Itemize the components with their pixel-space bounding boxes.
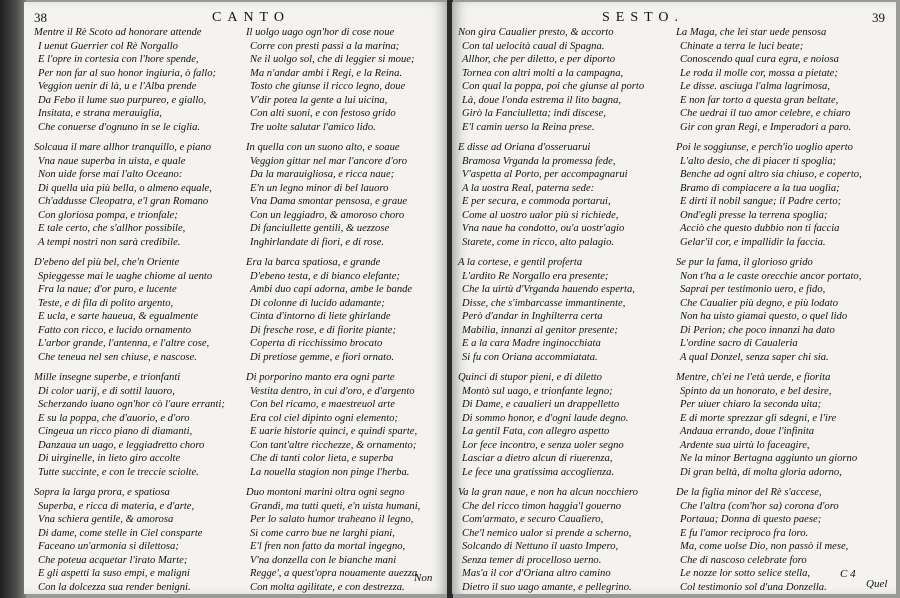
verse-line: E'l camin uerso la Reina prese. (462, 121, 595, 133)
verse-line: D'ebeno del più bel, che'n Oriente (34, 257, 180, 268)
verse-line: Grandi, ma tutti queti, e'n uista humani, (250, 500, 421, 512)
verse-line: Di fresche rose, e di fiorite piante; (250, 324, 397, 336)
left-page (24, 2, 448, 594)
verse-line: E per secura, e commoda portarui, (462, 196, 611, 207)
stanza (676, 486, 888, 594)
verse-line: Di fanciullette gentili, & uezzose (250, 223, 390, 234)
verse-line: Per lo salato humor traheano il legno, (250, 514, 414, 525)
verse-line: E l'opre in cortesia con l'hore spende, (38, 54, 199, 65)
verse-line: Di quella uia più bella, o almeno equale, (38, 182, 212, 194)
verse-line: Le fece una gratissima accoglienza. (462, 466, 615, 478)
verse-line: Corre con presti passi a la marina; (250, 40, 400, 52)
left-column-1 (34, 26, 234, 594)
verse-line: Gelar'il cor, e impallidir la faccia. (680, 236, 826, 248)
verse-line: Superba, e ricca di materia, e d'arte, (38, 500, 195, 512)
verse-line: L'ordine sacro di Caualeria (680, 338, 798, 349)
verse-line: E'l fren non fatto da mortal ingegno, (250, 541, 406, 552)
verse-line: Che del ricco timon haggia'l gouerno (462, 500, 622, 512)
verse-line: La Maga, che lei star uede pensosa (676, 27, 827, 38)
verse-line: E non far torto a questa gran beltate, (680, 94, 839, 106)
verse-line: Quinci di stupor pieni, e di diletto (458, 372, 602, 383)
verse-line: Che di nascoso celebrate foro (680, 554, 807, 566)
verse-line: Per uiuer chiaro la seconda uita; (680, 399, 822, 410)
verse-line: Portaua; Donna di questo paese; (680, 514, 822, 525)
verse-line: Cingeua un ricco piano di diamanti, (38, 426, 193, 437)
stanza (676, 141, 888, 249)
verse-line: Di porporino manto era ogni parte (246, 372, 395, 383)
verse-line: Con alti suoni, e con festoso grido (250, 108, 396, 119)
verse-line: Con bel ricamo, e maestreuol arte (250, 399, 395, 410)
verse-line: Di pretiose gemme, e fiori ornato. (250, 351, 395, 363)
signature-mark: C 4 (840, 568, 856, 580)
verse-line: L'arbor grande, l'antenna, e l'altre cose, (38, 338, 210, 349)
verse-line: V'na donzella con le bianche mani (250, 554, 397, 566)
verse-line: Veggion uenir di là, u e l'Alba prende (38, 81, 197, 92)
verse-line: Vna naue superba in uista, e quale (38, 155, 186, 167)
verse-line: Inghirlandate di fiori, e di rose. (250, 236, 385, 248)
verse-line: In quella con un suono alto, e soaue (246, 142, 400, 153)
stanza (458, 256, 666, 364)
verse-line: Come al uostro ualor più si richiede, (462, 209, 619, 221)
verse-line: Solcando di Nettuno il uasto Impero, (462, 541, 619, 552)
verse-line: Mille insegne superbe, e trionfanti (34, 372, 181, 383)
verse-line: E su la poppa, che d'auorio, e d'oro (38, 412, 190, 424)
verse-line: Vna schiera gentile, & amorosa (38, 514, 174, 525)
verse-line: Mentre, ch'ei ne l'età uerde, e fiorita (676, 372, 831, 383)
stanza (458, 371, 666, 479)
verse-line: Col testimonio sol d'una Donzella. (680, 581, 827, 593)
verse-line: Mabilia, innanzi al genitor presente; (462, 324, 618, 336)
verse-line: Teste, e di fila di polito argento, (38, 297, 174, 309)
page-number-left: 38 (34, 10, 47, 25)
verse-line: Con qual la poppa, poi che giunse al porto (462, 81, 645, 92)
verse-line: E dirti il nobil sangue; il Padre certo; (680, 196, 842, 207)
verse-line: D'ebeno testa, e di bianco elefante; (250, 270, 400, 282)
right-column-2 (676, 26, 888, 594)
verse-line: Bramo di compiacere a la tua uoglia; (680, 182, 840, 194)
verse-line: Tre uolte salutar l'amico lido. (250, 121, 376, 133)
verse-line: Che poteua acquetar l'irato Marte; (38, 554, 188, 566)
verse-line: Per non far al suo honor ingiuria, ò fallo; (38, 67, 217, 79)
stanza (676, 371, 888, 479)
verse-line: Solcaua il mare allhor tranquillo, e piano (34, 142, 212, 153)
verse-line: Coperta di ricchissimo brocato (250, 338, 383, 349)
verse-line: Lor fece incontro, e senza uoler segno (462, 439, 624, 451)
verse-line: Di dame, come stelle in Ciel consparte (38, 527, 203, 539)
verse-line: Che teneua nel sen chiuse, e nascose. (38, 351, 197, 363)
verse-line: Se pur la fama, il glorioso grido (676, 257, 813, 268)
verse-line: Da Febo il lume suo purpureo, e giallo, (38, 94, 207, 106)
verse-line: Tutte succinte, e con le treccie sciolte. (38, 466, 199, 478)
verse-line: Di color uarij, e di sottil lauoro, (38, 385, 175, 397)
verse-line: E a la cara Madre inginocchiata (462, 338, 601, 349)
verse-line: Ardente sua uirtù lo faceagire, (680, 439, 810, 451)
verse-line: Non uide forse mai l'alto Oceano: (38, 169, 183, 180)
verse-line: Senza temer di procelloso uerno. (462, 554, 602, 566)
verse-line: E tale certo, che s'allhor possibile, (38, 223, 186, 234)
verse-line: Ne il uolgo sol, che di leggier si moue; (250, 54, 415, 65)
verse-line: Cinta d'intorno di liete ghirlande (250, 311, 391, 322)
verse-line: Saprai per testimonio uero, e fido, (680, 284, 826, 295)
verse-line: Sì come carro bue ne larghi piani, (250, 527, 395, 539)
verse-line: Là, doue l'onda estrema il lito bagna, (462, 94, 622, 106)
verse-line: V'aspetta al Porto, per accompagnarui (462, 169, 628, 180)
verse-line: Con un leggiadro, & amoroso choro (250, 209, 405, 221)
verse-line: L'alto desio, che di piacer ti spoglia; (680, 155, 837, 167)
verse-line: Tornea con altri molti a la campagna, (462, 67, 624, 79)
stanza (34, 486, 234, 594)
verse-line: Com'armato, e securo Caualiero, (462, 514, 604, 525)
verse-line: Spieggesse mai le uaghe chiome al uento (38, 270, 213, 282)
verse-line: Vestita dentro, in cui d'oro, e d'argento (250, 385, 415, 397)
stanza (458, 141, 666, 249)
verse-line: Da la marauigliosa, e ricca naue; (250, 169, 395, 180)
verse-line: Con la dolcezza sua render benigni. (38, 581, 191, 593)
verse-line: Con tal uelocità caual di Spagna. (462, 40, 605, 52)
verse-line: V'dir potea la gente a lui uicina, (250, 94, 388, 106)
verse-line: Di gran beltà, di molta gloria adorno, (680, 466, 842, 478)
verse-line: Che la uirtù d'Vrganda hauendo esperta, (462, 284, 635, 295)
verse-line: Benche ad ogni altro sia chiuso, e coperto, (680, 169, 862, 180)
verse-line: Che l'altra (com'hor sa) corona d'oro (680, 500, 839, 512)
verse-line: Fatto con ricco, e lucido ornamento (38, 324, 191, 336)
verse-line: E disse ad Oriana d'osseruarui (458, 142, 591, 153)
verse-line: Ch'addusse Cleopatra, e'l gran Romano (38, 196, 209, 207)
verse-line: Tosto che giunse il ricco legno, doue (250, 81, 406, 92)
verse-line: Con tant'altre ricchezze, & ornamento; (250, 439, 417, 451)
verse-line: Poi le soggiunse, e perch'io uoglio aperto (676, 142, 853, 153)
verse-line: Acciò che questo dubbio non ti faccia (680, 223, 840, 234)
stanza (676, 26, 888, 134)
verse-line: E'n un legno minor di bel lauoro (250, 182, 389, 194)
verse-line: Però d'andar in Inghilterra certa (462, 311, 603, 322)
verse-line: Disse, che s'imbarcasse immantinente, (462, 297, 626, 309)
stanza (458, 26, 666, 134)
verse-line: Di uirginelle, in lieto giro accolte (38, 453, 181, 464)
verse-line: Scherzando iuano ogn'hor cò l'aure erranti; (38, 399, 225, 410)
verse-line: Andaua errando, doue l'infinita (680, 426, 815, 437)
page-number-right: 39 (872, 10, 885, 25)
right-page (452, 2, 896, 594)
verse-line: A tempi nostri non sarà credibile. (38, 236, 181, 248)
verse-line: Allhor, che per diletto, e per diporto (462, 54, 615, 65)
verse-line: Le nozze lor sotto selice stella, (680, 568, 811, 579)
stanza (246, 141, 446, 249)
verse-line: E fu l'amor reciproco fra loro. (680, 527, 809, 539)
stanza (34, 256, 234, 364)
verse-line: Ma, come uolse Dio, non passò il mese, (680, 541, 849, 552)
verse-line: Che di tanti color lieta, e superba (250, 453, 394, 464)
verse-line: Ond'egli presse la terrena spoglia; (680, 209, 828, 221)
running-head-left: CANTO (212, 10, 290, 25)
verse-line: L'ardito Re Norgallo era presente; (462, 270, 609, 282)
verse-line: Che'l nemico ualor si prende a scherno, (462, 527, 632, 539)
verse-line: Danzaua un uago, e leggiadretto choro (38, 439, 205, 451)
verse-line: Che Caualier più degno, e più lodato (680, 297, 839, 309)
verse-line: Di colonne di lucido adamante; (250, 297, 385, 309)
verse-line: Il uolgo uago ogn'hor di cose noue (246, 27, 395, 38)
stanza (676, 256, 888, 364)
verse-line: La nouella stagion non pinge l'herba. (250, 466, 410, 478)
verse-line: Di sommo honor, e d'ogni laude degno. (462, 412, 629, 424)
verse-line: Conoscendo qual cura egra, e noiosa (680, 54, 839, 65)
verse-line: Si fu con Oriana accommiatata. (462, 351, 598, 363)
verse-line: Chinate a terra le luci beate; (680, 40, 804, 52)
stanza (246, 26, 446, 134)
stanza (34, 26, 234, 134)
verse-line: Regge', a quest'opra nouamente auezza (250, 568, 418, 579)
verse-line: Non t'ha a le caste orecchie ancor portato, (680, 270, 862, 282)
verse-line: Mentre il Rè Scoto ad honorare attende (34, 27, 202, 38)
verse-line: E ucla, e sarte haueua, & egualmente (38, 311, 199, 322)
verse-line: Faceano un'armonia si dilettosa; (38, 541, 179, 552)
book-edge (0, 0, 26, 598)
verse-line: A la uostra Real, paterna sede: (462, 182, 595, 194)
stanza (34, 141, 234, 249)
verse-line: Le roda il molle cor, mossa a pietate; (680, 67, 838, 79)
verse-line: Girò la Fanciulletta; indi discese, (462, 108, 606, 119)
verse-line: Vna Dama smontar pensosa, e graue (250, 196, 408, 207)
verse-line: Le disse. asciuga l'alma lagrimosa, (680, 81, 830, 92)
verse-line: Di Perion; che poco innanzi ha dato (680, 324, 835, 336)
verse-line: De la figlia minor del Rè s'accese, (676, 487, 822, 498)
verse-line: E di morte sprezzar gli sdegni, e l'ire (680, 412, 837, 424)
verse-line: A qual Donzel, senza saper chi sia. (680, 351, 829, 363)
verse-line: E uarie historie quinci, e quindi sparte, (250, 426, 418, 437)
verse-line: Era col ciel dipinto ogni elemento; (250, 412, 398, 424)
verse-line: Fra la naue; d'or puro, e lucente (38, 284, 177, 295)
verse-line: Che conuerse d'ognuno in se le ciglia. (38, 121, 201, 133)
verse-line: Mas'a il cor d'Oriana altro camino (462, 568, 611, 579)
stanza (458, 486, 666, 594)
verse-line: Sopra la larga prora, e spatiosa (34, 487, 170, 498)
right-column-1 (458, 26, 666, 594)
verse-line: Con molta agilitate, e con destrezza. (250, 581, 405, 593)
verse-line: Ne la minor Bertagna aggiunto un giorno (680, 453, 858, 464)
stanza (34, 371, 234, 479)
verse-line: Va la gran naue, e non ha alcun nocchiero (458, 487, 638, 498)
verse-line: Con gloriosa pompa, e trionfale; (38, 209, 178, 221)
verse-line: Vna naue ha condotto, ou'a uostr'agio (462, 223, 625, 234)
verse-line: E gli aspetti la suso empi, e maligni (38, 568, 190, 579)
verse-line: Ambi duo capi adorna, ambe le bande (250, 284, 413, 295)
verse-line: Non gira Caualier presto, & accorto (458, 27, 614, 38)
verse-line: Di Dame, e caualieri un drappelletto (462, 399, 620, 410)
catchword-right: Quel (866, 578, 888, 590)
verse-line: Montò sul uago, e trionfante legno; (462, 385, 613, 397)
verse-line: Starete, come in ricco, alto palagio. (462, 236, 615, 248)
verse-line: Duo montoni marini oltra ogni segno (246, 487, 405, 498)
stanza (246, 371, 446, 479)
verse-line: Insitata, e strana merauiglia, (38, 108, 162, 119)
running-head-right: SESTO. (602, 10, 685, 25)
left-column-2 (246, 26, 446, 594)
verse-line: A la cortese, e gentil proferta (458, 257, 583, 268)
verse-line: Non ha uisto giamai questo, o quel lido (680, 311, 848, 322)
verse-line: Lasciar a dietro alcun di riuerenza, (462, 453, 613, 464)
verse-line: Spinto da un honorato, e bel desire, (680, 385, 832, 397)
verse-line: I uenut Guerrier col Rè Norgallo (38, 40, 178, 52)
verse-line: Gir con gran Regi, e Imperadori a paro. (680, 121, 852, 133)
verse-line: Era la barca spatiosa, e grande (246, 257, 381, 268)
verse-line: Ma n'andar ambi i Regi, e la Reina. (250, 67, 403, 79)
verse-line: Che uedrai il tuo amor celebre, e chiaro (680, 108, 851, 119)
verse-line: Veggion gittar nel mar l'ancore d'oro (250, 155, 408, 167)
stanza (246, 256, 446, 364)
verse-line: Bramosa Vrganda la promessa fede, (462, 155, 616, 167)
catchword-left: Non (414, 572, 433, 584)
verse-line: Dietro il suo uago amante, e pellegrino. (462, 581, 632, 593)
verse-line: La gentil Fata, con allegro aspetto (462, 426, 610, 437)
